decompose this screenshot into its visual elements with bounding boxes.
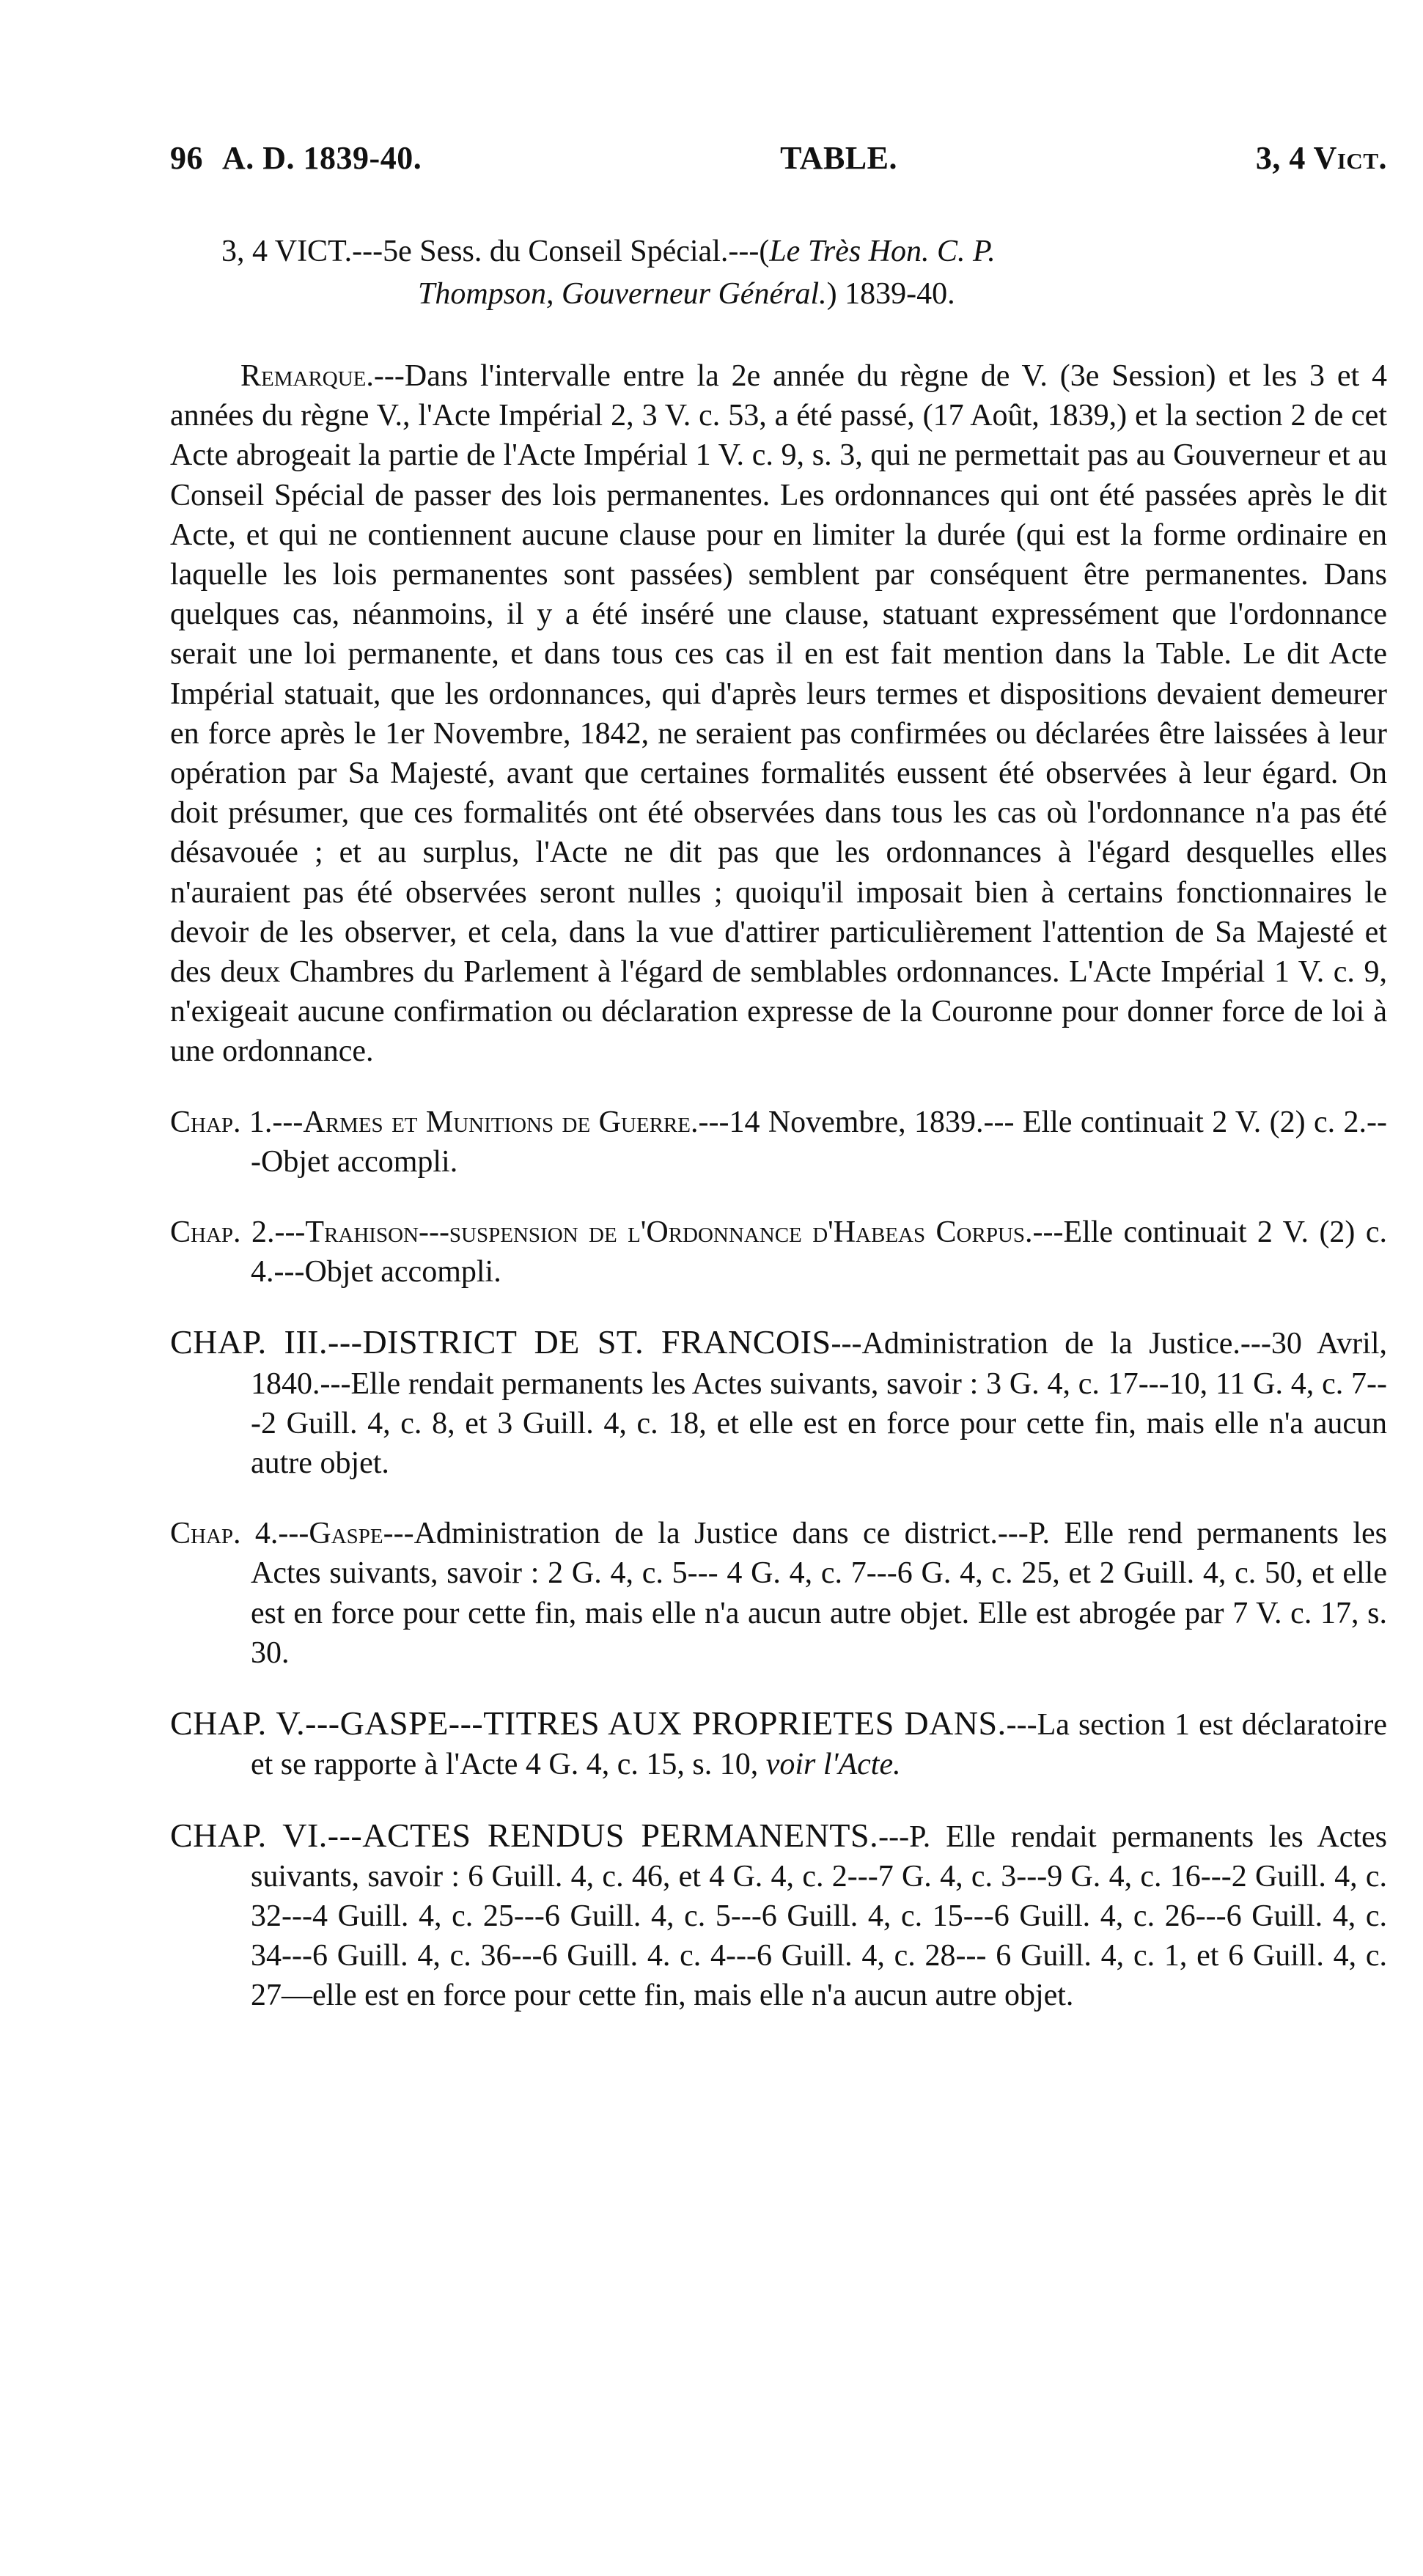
chapter-6-label: CHAP. VI.---ACTES RENDUS PERMANENTS. [170,1816,879,1854]
section-heading-line2-italic: Thompson, Gouverneur Général. [418,277,827,311]
chapter-entry-1 [170,1103,1387,1182]
remark-paragraph [170,356,1387,1072]
section-heading-line2: ) 1839-40. [826,277,955,311]
chapter-5-label: CHAP. V.---GASPE---TITRES AUX PROPRIETES DANS. [170,1704,1007,1743]
chapter-entry-2 [170,1212,1387,1292]
chapter-4-text: ---Administration de la Justice dans ce district.---P. Elle rend permanents les Actes suivants, savoir : 2 G. 4, c. 5--- 4 G. 4, c. 7---6 G. 4, c. 25, et 2 Guill. 4, c. 50, et elle est en force pour cette fin, mais elle n'a aucun autre objet. Elle est abrogée par 7 V. c. 17, s. 30. [251,1517,1387,1670]
chapter-2-label: Chap. 2.---Trahison---suspension de l'Ordonnance d'Habeas Corpus. [170,1215,1033,1250]
running-head [170,139,1387,191]
remark-text: .---Dans l'intervalle entre la 2e année du règne de V. (3e Session) et les 3 et 4 années du règne V., l'Acte Impérial 2, 3 V. c. 53, a été passé, (17 Août, 1839,) et la section 2 de cet Acte abrogeait la partie de l'Acte Impérial 1 V. c. 9, s. 3, qui ne permettait pas au Gouverneur et au Conseil Spécial de passer des lois permanentes. Les ordonnances qui ont été passées après le dit Acte, et qui ne contiennent aucune clause pour en limiter la durée (qui est la forme ordinaire en laquelle les lois permanentes sont passées) semblent par conséquent être permanentes. Dans quelques cas, néanmoins, il y a été inséré une clause, statuant expressément que l'ordonnance serait une loi permanente, et dans tous ces cas il en est fait mention dans la Table. Le dit Acte Impérial statuait, que les ordonnances, qui d'après leurs termes et dispositions devaient demeurer en force après le 1er Novembre, 1842, ne seraient pas confirmées ou déclarées être laissées à leur opération par Sa Majesté, avant que certaines formalités eussent été observées à leur égard. On doit présumer, que ces formalités ont été observées dans tous les cas où l'ordonnance n'a pas été désavouée ; et au surplus, l'Acte ne dit pas que les ordonnances à l'égard desquelles elles n'auraient pas été observées seront nulles ; quoiqu'il imposait bien à certains fonctionnaires le devoir de les observer, et cela, dans la vue d'attirer particulièrement l'attention de Sa Majesté et des deux Chambres du Parlement à l'égard de semblables ordonnances. L'Acte Impérial 1 V. c. 9, n'exigeait aucune confirmation ou déclaration expresse de la Couronne pour donner force de loi à une ordonnance. [170,359,1387,1069]
section-heading-line2-wrap [221,273,1387,315]
section-heading-line1: 3, 4 VICT.---5e Sess. du Conseil Spécial.---( [221,235,770,268]
running-head-right: 3, 4 Vict. [1255,140,1387,176]
chapter-6-text: ---P. Elle rendait permanents les Actes suivants, savoir : 6 Guill. 4, c. 46, et 4 G. 4, c. 2---7 G. 4, c. 3---9 G. 4, c. 16---2 Guill. 4, c. 32---4 Guill. 4, c. 25---6 Guill. 4, c. 5---6 Guill. 4, c. 15---6 Guill. 4, c. 26---6 Guill. 4, c. 34---6 Guill. 4, c. 36---6 Guill. 4. c. 4---6 Guill. 4, c. 28--- 6 Guill. 4, c. 1, et 6 Guill. 4, c. 27—elle est en force pour cette fin, mais elle n'a aucun autre objet. [251,1819,1387,2013]
chapter-entry-5 [170,1704,1387,1784]
running-head-title: TABLE. [780,140,897,176]
document-page [170,139,1387,2047]
chapter-1-label: Chap. 1.---Armes et Munitions de Guerre. [170,1105,699,1139]
chapter-entry-3 [170,1322,1387,1483]
chapter-4-label: Chap. 4.---Gaspe [170,1517,383,1551]
chapter-3-label: CHAP. III.---DISTRICT DE ST. FRANCOIS [170,1323,831,1361]
chapter-2-text: ---Elle continuait 2 V. (2) c. 4.---Objet accompli. [251,1215,1387,1289]
running-head-years: A. D. 1839-40. [222,140,422,176]
page-number: 96 [170,140,203,176]
section-heading-line1-italic: Le Très Hon. C. P. [769,235,996,268]
running-head-left [170,139,422,177]
chapter-entry-4 [170,1514,1387,1673]
chapter-5-text: ---La section 1 est déclaratoire et se rapporte à l'Acte 4 G. 4, c. 15, s. 10, [251,1708,1387,1782]
remark-label: Remarque [240,359,367,393]
chapter-3-text: ---Administration de la Justice.---30 Avril, 1840.---Elle rendait permanents les Actes suivants, savoir : 3 G. 4, c. 17---10, 11 G. 4, c. 7---2 Guill. 4, c. 8, et 3 Guill. 4, c. 18, et elle est en force pour cette fin, mais elle n'a aucun autre objet. [251,1327,1387,1481]
chapter-5-italic: voir l'Acte. [765,1748,901,1782]
chapter-entry-6 [170,1816,1387,2016]
chapter-1-text: ---14 Novembre, 1839.--- Elle continuait 2 V. (2) c. 2.---Objet accompli. [251,1105,1387,1179]
section-heading [170,230,1387,315]
